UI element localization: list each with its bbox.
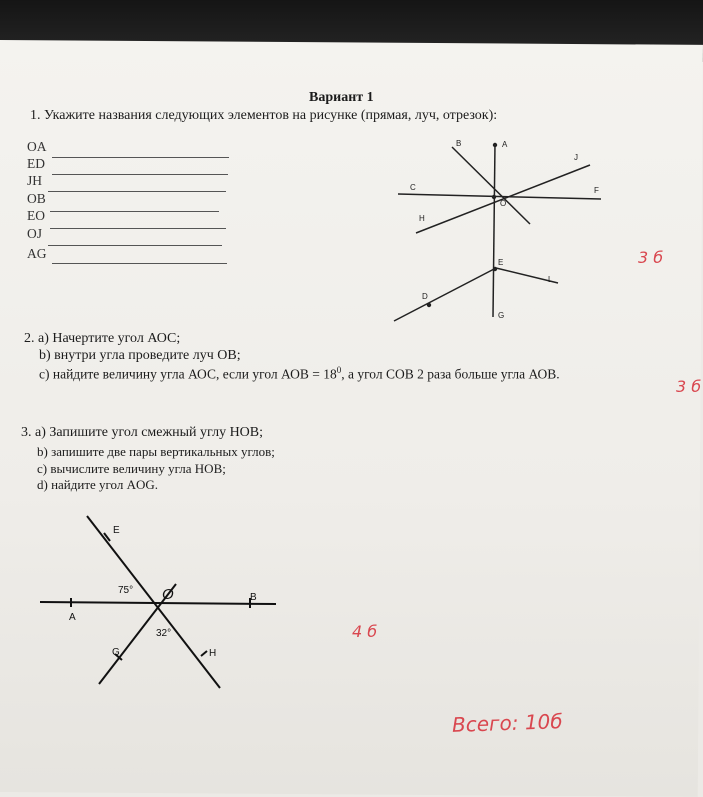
q1-item-ag: AG	[27, 246, 47, 261]
tick-h	[201, 651, 207, 656]
grade-total: Всего: 10б	[451, 709, 564, 737]
grade-q1: 3 б	[638, 248, 664, 267]
line-ab	[40, 602, 276, 604]
label-c: C	[410, 183, 416, 192]
label-o2: O	[162, 586, 174, 603]
q2-part-c-start: с) найдите величину угла АОС, если угол АОВ = 18	[39, 366, 337, 382]
angle-75: 75°	[118, 585, 134, 596]
label-f: F	[594, 186, 599, 195]
label-l: L	[548, 275, 553, 284]
q3-part-c: с) вычислите величину угла НОВ;	[37, 461, 226, 476]
q1-item-oj: OJ	[27, 226, 43, 241]
angle-32: 32°	[156, 628, 172, 639]
q1-item-ob: OB	[27, 191, 46, 206]
q1-item-jh: JH	[27, 173, 43, 188]
label-a: A	[502, 140, 508, 149]
label-h2: H	[209, 648, 217, 659]
q3-part-b: b) запишите две пары вертикальных углов;	[37, 444, 275, 459]
label-j: J	[574, 153, 578, 162]
q1-item-ed: ED	[27, 156, 45, 171]
q2-part-c-end: , а угол СОВ 2 раза больше угла АОВ.	[341, 366, 560, 382]
grade-q3: 4 б	[352, 622, 378, 641]
q3-part-d: d) найдите угол AOG.	[37, 477, 159, 492]
label-h: H	[419, 214, 425, 223]
label-b2: B	[250, 592, 257, 603]
variant-title: Вариант 1	[309, 90, 374, 105]
degree-sup: 0	[336, 365, 342, 375]
q2-part-b: b) внутри угла проведите луч ОВ;	[39, 348, 241, 363]
grade-q2: 3 б	[676, 377, 702, 396]
label-e: E	[498, 258, 504, 267]
q1-item-eo: EO	[27, 208, 45, 223]
q1-text: 1. Укажите названия следующих элементов на рисунке (прямая, луч, отрезок):	[30, 108, 498, 123]
label-o: O	[500, 199, 507, 208]
q1-item-oa: OA	[27, 139, 47, 154]
label-e2: E	[113, 525, 120, 536]
q3-part-a: 3. а) Запишите угол смежный углу НОВ;	[21, 425, 264, 440]
label-g: G	[498, 311, 505, 320]
q2-part-a: 2. а) Начертите угол АОС;	[24, 331, 181, 346]
label-d: D	[422, 292, 428, 301]
label-a2: A	[69, 612, 76, 623]
label-b: B	[456, 139, 462, 148]
label-g2: G	[112, 647, 120, 658]
